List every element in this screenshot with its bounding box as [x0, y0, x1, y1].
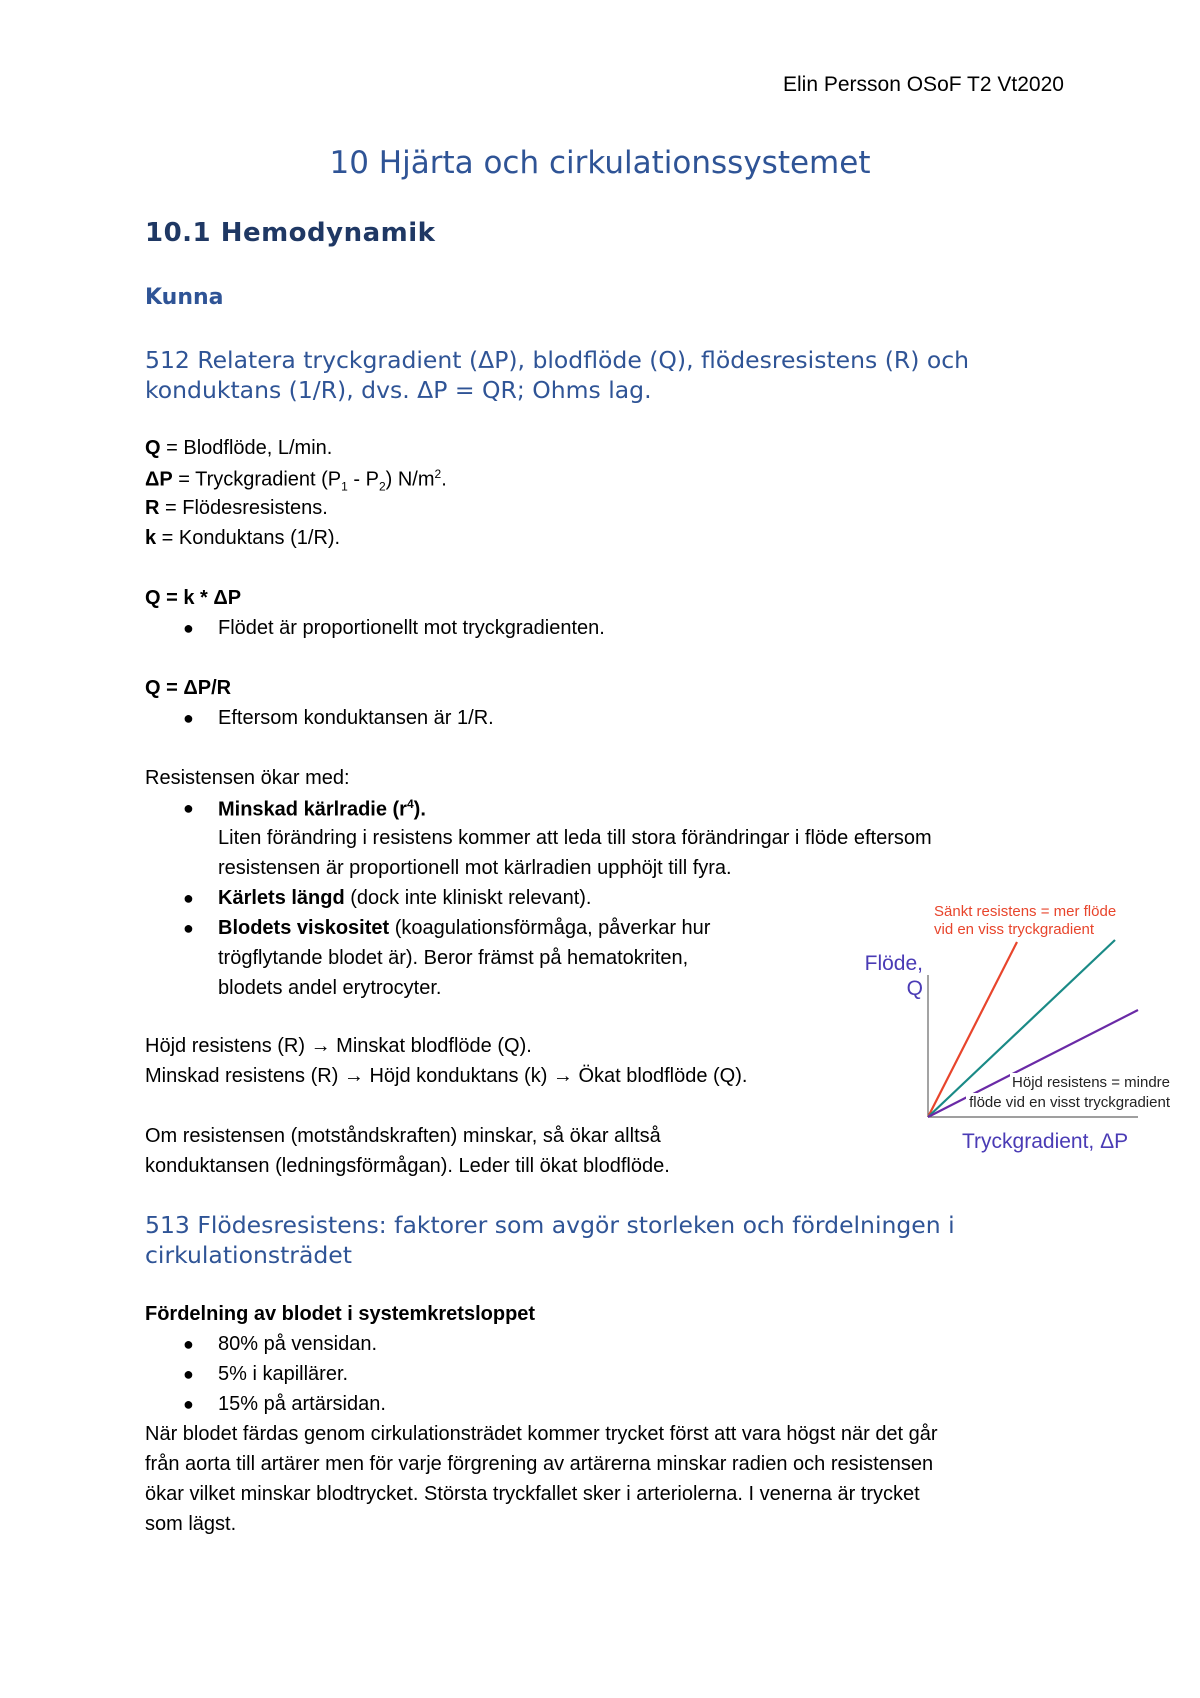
resistance-item-radius: Minskad kärlradie $(r^4)$.: [218, 797, 426, 821]
bullet-dot: ●: [183, 1364, 194, 1384]
resistance-item-radius-line3: resistensen är proportionell mot kärlradien upphöjt till fyra.: [218, 857, 732, 879]
subsection-heading: Kunna: [145, 285, 224, 310]
resistance-item-length: Kärlets längd (dock inte kliniskt relevant).: [218, 887, 592, 909]
relation-1: Höjd resistens (R) → Minskat blodflöde (Q).: [145, 1035, 532, 1057]
resistance-intro: Resistensen ökar med:: [145, 767, 350, 789]
bottom-note-line1: Höjd resistens = mindre: [1012, 1074, 1170, 1091]
bullet-dot: ●: [183, 708, 194, 728]
resistance-item-viscosity: Blodets viskositet (koagulationsförmåga, påverkar hur: [218, 917, 711, 939]
bullet-dot: ●: [183, 918, 194, 938]
definition-k: k = Konduktans (1/R).: [145, 527, 341, 549]
definition-dp: ΔP = Tryckgradient $(P_1 - P_2)$ $N/m^2$.: [145, 467, 447, 494]
bullet-dot: ●: [183, 798, 194, 818]
topic-513-heading: 513 Flödesresistens: faktorer som avgör storleken och fördelningen i cirkulationsträdet: [145, 1211, 955, 1269]
bullet-dot: ●: [183, 618, 194, 638]
distribution-heading: Fördelning av blodet i systemkretsloppet: [145, 1303, 536, 1325]
y-axis-label-line1: Flöde,: [864, 952, 923, 975]
top-note-line2: vid en viss tryckgradient: [934, 921, 1095, 938]
formula-2: Q = ΔP/R: [145, 677, 232, 699]
relation-2: Minskad resistens (R) → Höjd konduktans (k) → Ökat blodflöde (Q).: [145, 1065, 748, 1087]
section-heading: 10.1 Hemodynamik: [145, 218, 436, 248]
page-title: 10 Hjärta och cirkulationssystemet: [329, 145, 871, 181]
formula-2-note: Eftersom konduktansen är 1/R.: [218, 707, 494, 729]
bullet-dot: ●: [183, 1334, 194, 1354]
paragraph-line-4: som lägst.: [145, 1513, 237, 1535]
formula-1-note: Flödet är proportionellt mot tryckgradienten.: [218, 617, 605, 639]
definition-q: Q = Blodflöde, L/min.: [145, 437, 333, 459]
resistance-item-radius-line2: Liten förändring i resistens kommer att leda till stora förändringar i flöde eftersom: [218, 827, 932, 849]
paragraph-line-2: från aorta till artärer men för varje förgrening av artärerna minskar radien och resistensen: [145, 1453, 934, 1475]
paragraph-line-1: När blodet färdas genom cirkulationsträdet kommer trycket först att vara högst när det går: [145, 1423, 938, 1445]
bullet-dot: ●: [183, 1394, 194, 1414]
bottom-note-line2: flöde vid en visst tryckgradient: [969, 1094, 1170, 1111]
top-note-line1: Sänkt resistens = mer flöde: [934, 903, 1117, 920]
low-resistance-line: [928, 942, 1017, 1117]
flow-resistance-figure: [840, 895, 1190, 1170]
definition-r: R = Flödesresistens.: [145, 497, 328, 519]
paragraph-line-3: ökar vilket minskar blodtrycket. Största tryckfallet sker i arteriolerna. I venerna är trycket: [145, 1483, 920, 1505]
y-axis-label-line2: Q: [906, 977, 923, 1000]
resistance-item-viscosity-line2: trögflytande blodet är). Beror främst på hematokriten,: [218, 947, 689, 969]
resistance-item-viscosity-line3: blodets andel erytrocyter.: [218, 977, 442, 999]
header-author: Elin Persson OSoF T2 Vt2020: [783, 73, 1064, 96]
formula-1: Q = k * ΔP: [145, 587, 242, 609]
distribution-item: 15% på artärsidan.: [218, 1393, 386, 1415]
conclusion-line-2: konduktansen (ledningsförmågan). Leder till ökat blodflöde.: [145, 1155, 670, 1177]
conclusion-line-1: Om resistensen (motståndskraften) minskar, så ökar alltså: [145, 1125, 661, 1147]
distribution-item: 80% på vensidan.: [218, 1333, 378, 1355]
x-axis-label: Tryckgradient, ΔP: [962, 1130, 1129, 1153]
bullet-dot: ●: [183, 888, 194, 908]
topic-512-heading: 512 Relatera tryckgradient (ΔP), blodflöde (Q), flödesresistens (R) och konduktans (1/R), dvs. ΔP = QR; Ohms lag.: [145, 346, 970, 404]
distribution-item: 5% i kapillärer.: [218, 1363, 349, 1385]
